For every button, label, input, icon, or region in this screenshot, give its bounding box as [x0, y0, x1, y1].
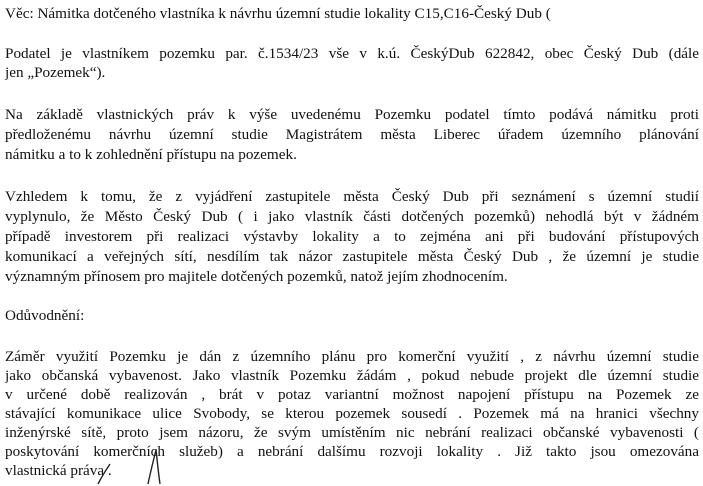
paragraph-line: poskytování komerčních služeb) a nebrání dalšímu rozvoji lokality . Již takto jsou omezována: [5, 443, 699, 460]
paragraph-line: námitku a to k zohlednění přístupu na pozemek.: [5, 146, 297, 163]
paragraph-line: Záměr využití Pozemku je dán z územního plánu pro komerční využití , z návrhu územní studie: [5, 348, 699, 365]
paragraph-line: Na základě vlastnických práv k výše uvedenému Pozemku podatel tímto podává námitku proti: [5, 106, 699, 123]
paragraph-line: předloženému návrhu územní studie Magistrátem města Liberec úřadem územního plánování: [5, 126, 699, 143]
paragraph-line: vyplynulo, že Město Český Dub ( i jako vlastník části dotčených pozemků) nehodlá být v žádném: [5, 208, 699, 225]
paragraph-line: Podatel je vlastníkem pozemku par. č.1534/23 vše v k.ú. ČeskýDub 622842, obec Český Dub (dále: [5, 45, 699, 62]
paragraph-line: případě investorem při realizaci výstavby lokality a to zejména ani při budování přístupových: [5, 228, 699, 245]
subject-line: Věc: Námitka dotčeného vlastníka k návrhu územní studie lokality C15,C16-Český Dub (: [5, 5, 551, 22]
paragraph-line: jako občanská vybavenost. Jako vlastník Pozemku žádám , pokud nebude projekt dle územní studie: [5, 367, 699, 384]
paragraph-line: komunikací a veřejných sítí, nesdílím tak názor zastupitele města Český Dub , že územní je studie: [5, 248, 699, 265]
justification-heading: Odůvodnění:: [5, 307, 85, 324]
paragraph-line: v určené době realizován , brát v potaz variantní možnost napojení přístupu na Pozemek ze: [5, 386, 699, 403]
paragraph-line: vlastnická práva .: [5, 462, 112, 479]
paragraph-line: významným přínosem pro majitele dotčených pozemků, natož jejím zhodnocením.: [5, 268, 508, 285]
paragraph-line: stávající komunikace ulice Svobody, se kterou pozemek sousedí . Pozemek má na hranici všechny: [5, 405, 699, 422]
paragraph-line: jen „Pozemek“).: [5, 64, 106, 81]
paragraph-line: Vzhledem k tomu, že z vyjádření zastupitele města Český Dub při seznámení s územní studií: [5, 188, 699, 205]
handwritten-signature-mark: [80, 436, 200, 486]
paragraph-line: inženýrské sítě, proto jsem názoru, že svým umístěním nic nebrání realizaci občanské vybavenosti (: [5, 424, 699, 441]
